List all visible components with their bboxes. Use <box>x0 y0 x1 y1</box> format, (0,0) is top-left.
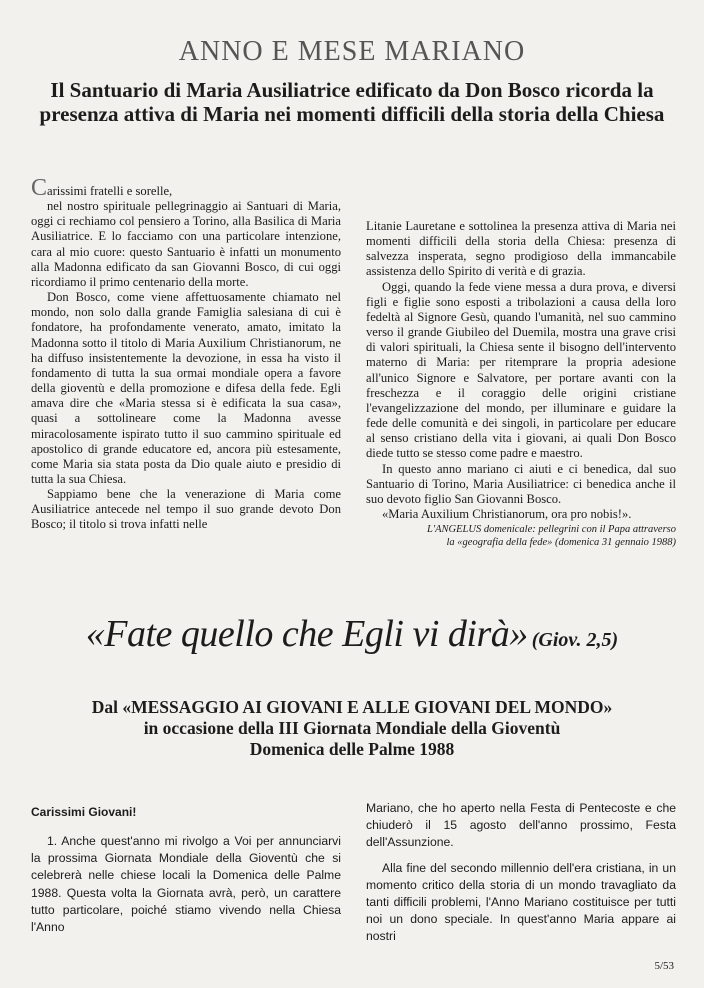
message-paragraph: Mariano, che ho aperto nella Festa di Pentecoste e che chiuderò il 15 agosto dell'anno prossimo, Festa dell'Assunzione. <box>366 801 676 850</box>
message-title-line: Dal «MESSAGGIO AI GIOVANI E ALLE GIOVANI DEL MONDO» <box>91 697 613 717</box>
quote-text: «Fate quello che Egli vi dirà» <box>85 613 528 655</box>
page-number: 5/53 <box>654 960 674 972</box>
article-paragraph: Don Bosco, come viene affettuosamente chiamato nel mondo, non solo dalla grande Famiglia salesiana di cui è fondatore, ha profondamente venerato, amato, imitato la Madonna sotto il titolo di Maria Auxilium Christianorum, ne ha diffuso insistentemente la devozione, in essa ha visto il fondamento di tutta la sua ormai mondiale opera a favore della gioventù e della promozione e difesa della fede. Egli amava dire che «Maria stessa si è edificata la sua casa», quasi a sottolineare come la Madonna avesse miracolosamente ispirato tutto il suo cammino spirituale ed apostolico di grande educatore ed, ancora più estesamente, come Maria sia stata posta da Dio quale aiuto e presidio di tutta la sua Chiesa. <box>31 290 341 486</box>
page-title: ANNO E MESE MARIANO <box>178 36 526 67</box>
drop-cap: C <box>31 175 48 201</box>
article-paragraph: Sappiamo bene che la venerazione di Maria come Ausiliatrice antecede nel tempo il suo grande devoto Don Bosco; il titolo si trova infatti nelle <box>31 487 341 532</box>
article-column-left <box>31 175 341 533</box>
pull-quote <box>0 612 704 656</box>
message-title-line: Domenica delle Palme 1988 <box>249 739 455 759</box>
message-column-right <box>366 800 676 946</box>
caption-line: la «geografia della fede» (domenica 31 gennaio 1988) <box>446 537 676 549</box>
quote-reference: (Giov. 2,5) <box>531 629 619 651</box>
message-paragraph: 1. Anche quest'anno mi rivolgo a Voi per annunciarvi la prossima Giornata Mondiale della Gioventù che si celebrerà nelle chiese locali la Domenica delle Palme 1988. Questa volta la Giornata avrà, però, un carattere tutto particolare, poiché stiamo vivendo nella Chiesa l'Anno <box>31 834 341 935</box>
message-paragraph: Alla fine del secondo millennio dell'era cristiana, in un momento critico della storia di un mondo travagliato da tanti difficili problemi, l'Anno Mariano costituisce per tutti noi un dono speciale. In quest'anno Maria appare ai nostri <box>366 860 676 944</box>
salutation: Carissimi fratelli e sorelle, <box>31 175 173 201</box>
article-paragraph: nel nostro spirituale pellegrinaggio ai Santuari di Maria, oggi ci rechiamo col pensiero a Torino, alla Basilica di Maria Ausiliatrice. E lo facciamo con una particolare intenzione, cara al mio cuore: questo Santuario è infatti un monumento alla Madonna edificato da san Giovanni Bosco, di cui oggi ricordiamo il primo centenario della morte. <box>31 199 341 289</box>
caption-line: L'ANGELUS domenicale: pellegrini con il Papa attraverso <box>427 524 676 536</box>
message-title-line: in occasione della III Giornata Mondiale della Gioventù <box>143 718 561 738</box>
message-column-left <box>31 833 341 936</box>
message-title <box>20 697 684 760</box>
article-paragraph: In questo anno mariano ci aiuti e ci benedica, dal suo Santuario di Torino, Maria Ausiliatrice: ci benedica anche il suo devoto figlio San Giovanni Bosco. <box>366 461 676 506</box>
page-subtitle: Il Santuario di Maria Ausiliatrice edificato da Don Bosco ricorda la presenza attiva di Maria nei momenti difficili della storia della Chiesa <box>39 78 665 126</box>
article-paragraph: «Maria Auxilium Christianorum, ora pro nobis!». <box>382 506 632 521</box>
article-column-right <box>366 219 676 549</box>
article-paragraph: Litanie Lauretane e sottolinea la presenza attiva di Maria nei momenti difficili della storia della Chiesa: presenza di salvezza insperata, segno prodigioso della immancabile assistenza dello Spirito di verità e di grazia. <box>366 219 676 279</box>
greeting: Carissimi Giovani! <box>31 805 137 819</box>
article-paragraph: Oggi, quando la fede viene messa a dura prova, e diversi figli e figlie sono esposti a tribolazioni a causa della loro fedeltà al Signore Gesù, quando l'umanità, nel suo cammino verso il grande Giubileo del Duemila, mostra una grave crisi di valori spirituali, la Chiesa sente il bisogno dell'intervento materno di Maria: per ritemprare la propria adesione all'unico Signore e Salvatore, per portare avanti con la freschezza e il coraggio delle origini cristiane l'evangelizzazione del mondo, per illuminare e guidare la fede delle comunità e dei singoli, in particolare per educare al senso cristiano della vita i giovani, ai quali Don Bosco diede tutto se stesso come padre e maestro. <box>366 279 676 461</box>
